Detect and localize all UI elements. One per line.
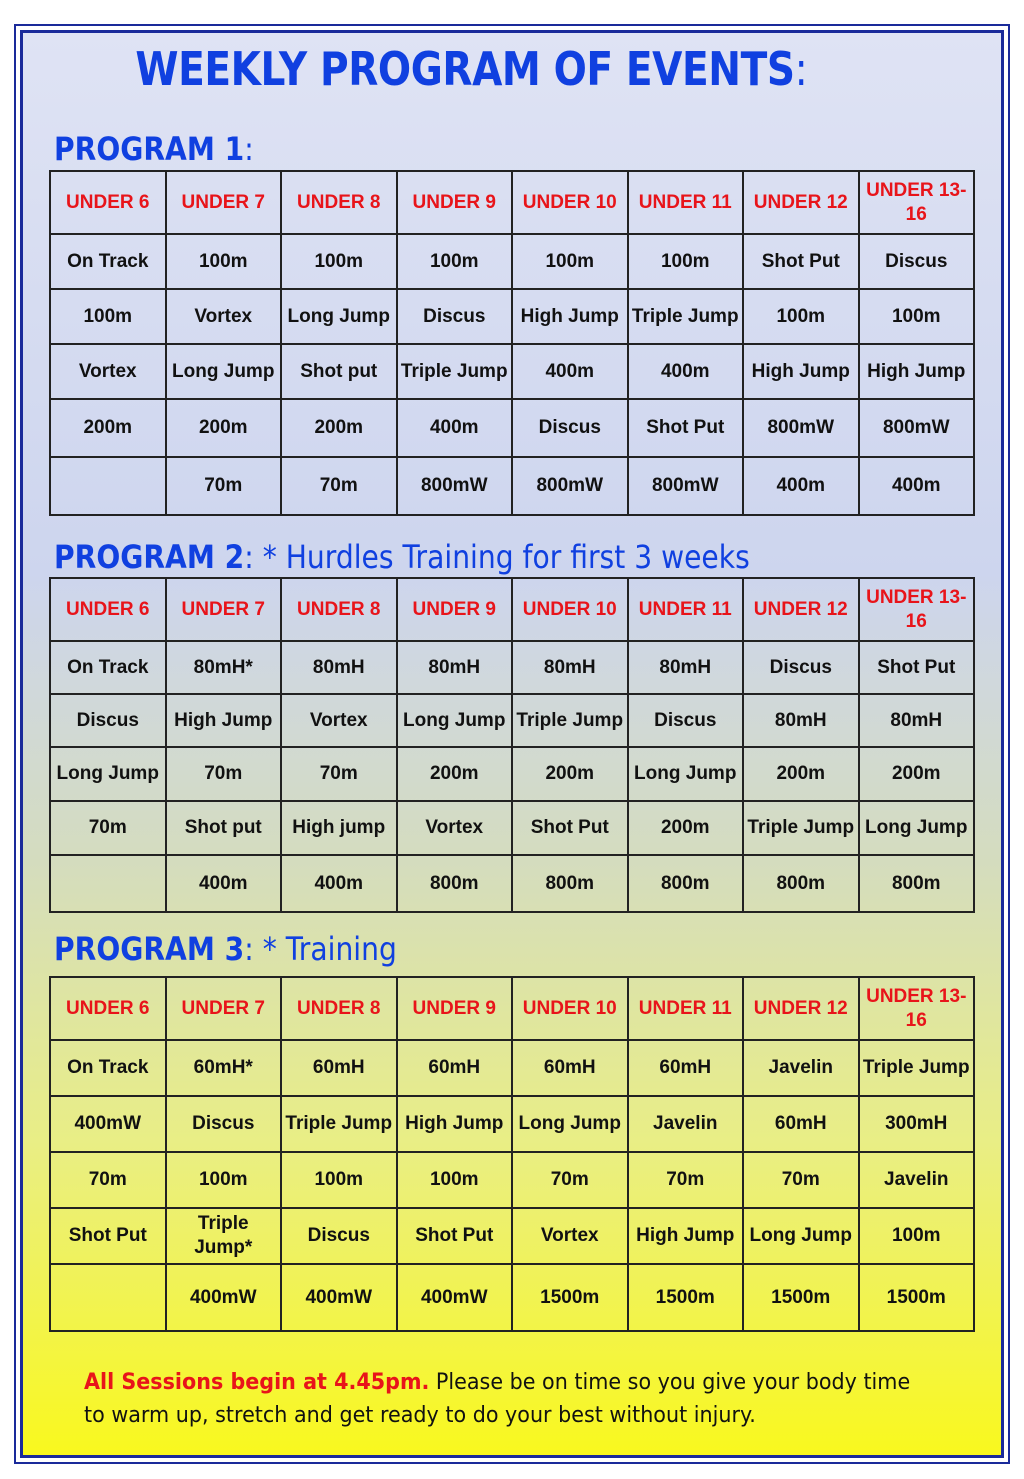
event-cell: 400m [628,344,744,399]
category-header: UNDER 13-16 [859,578,975,641]
event-cell: Discus [628,694,744,747]
event-cell: 100m [859,1208,975,1264]
event-cell: 200m [628,801,744,855]
event-cell: 80mH [743,694,859,747]
event-cell: 800m [512,855,628,912]
event-cell: 400m [859,457,975,515]
table-row [50,747,974,801]
event-cell: 400mW [50,1096,166,1152]
event-cell: Shot Put [50,1208,166,1264]
program-3-note: : * Training [244,930,397,968]
program-3-label: PROGRAM 3 [54,930,245,968]
event-cell: Discus [50,694,166,747]
event-cell: 80mH [859,694,975,747]
event-cell: High Jump [397,1096,513,1152]
event-cell: 400mW [281,1264,397,1331]
event-cell: Long Jump [743,1208,859,1264]
event-cell: 400m [512,344,628,399]
event-cell: 800m [397,855,513,912]
category-header: UNDER 9 [397,977,513,1040]
table-row [50,457,974,515]
category-header: UNDER 11 [628,578,744,641]
event-cell: Javelin [859,1152,975,1208]
footer-note [84,1366,911,1432]
category-header: UNDER 8 [281,578,397,641]
event-cell [50,855,166,912]
event-cell: 200m [859,747,975,801]
category-header: UNDER 6 [50,578,166,641]
event-cell: Long Jump [166,344,282,399]
table-row [50,399,974,457]
category-header: UNDER 13-16 [859,977,975,1040]
event-cell: 100m [281,1152,397,1208]
category-header: UNDER 11 [628,977,744,1040]
event-cell: Long Jump [50,747,166,801]
table-row [50,1208,974,1264]
category-header: UNDER 9 [397,171,513,234]
event-cell: 400m [166,855,282,912]
event-cell: Javelin [628,1096,744,1152]
event-cell: Discus [512,399,628,457]
program-2-label: PROGRAM 2 [54,538,245,576]
table-row [50,1264,974,1331]
event-cell: Shot Put [743,234,859,289]
event-cell: 400mW [397,1264,513,1331]
event-cell: 70m [281,747,397,801]
event-cell: 400m [281,855,397,912]
event-cell: Shot put [166,801,282,855]
event-cell: Triple Jump [281,1096,397,1152]
event-cell: Javelin [743,1040,859,1096]
category-header: UNDER 12 [743,977,859,1040]
event-cell: 100m [859,289,975,344]
event-cell: 800m [628,855,744,912]
event-cell: 100m [50,289,166,344]
event-cell: 800m [859,855,975,912]
category-header: UNDER 6 [50,977,166,1040]
event-cell: 100m [397,1152,513,1208]
program-1-note: : [244,130,254,168]
event-cell: 80mH* [166,641,282,694]
program-3-heading [54,930,397,968]
category-header: UNDER 11 [628,171,744,234]
event-cell: 1500m [859,1264,975,1331]
event-cell: 800mW [628,457,744,515]
event-cell: 70m [512,1152,628,1208]
event-cell: 1500m [628,1264,744,1331]
event-cell: 1500m [743,1264,859,1331]
event-cell: Triple Jump* [166,1208,282,1264]
event-cell: 80mH [281,641,397,694]
program-2-note: : * Hurdles Training for first 3 weeks [244,538,750,576]
program-2-heading [54,538,750,576]
event-cell: High jump [281,801,397,855]
footer-text: Please be on time so you give your body time to warm up, stretch and get ready to do your best without injury. [84,1370,911,1428]
event-cell [50,457,166,515]
event-cell: Shot Put [628,399,744,457]
event-cell: 200m [166,399,282,457]
event-cell: 200m [743,747,859,801]
table-row [50,801,974,855]
event-cell: High Jump [166,694,282,747]
event-cell: Long Jump [859,801,975,855]
event-cell: Vortex [281,694,397,747]
event-cell: Vortex [512,1208,628,1264]
event-cell: 400m [397,399,513,457]
event-cell: Discus [166,1096,282,1152]
event-cell: High Jump [743,344,859,399]
event-cell: 400m [743,457,859,515]
event-cell: 200m [281,399,397,457]
event-cell: 800mW [512,457,628,515]
event-cell: 70m [50,1152,166,1208]
event-cell: Shot Put [859,641,975,694]
table-row [50,641,974,694]
event-cell: On Track [50,234,166,289]
event-cell: Vortex [397,801,513,855]
category-header: UNDER 12 [743,578,859,641]
program-1-label: PROGRAM 1 [54,130,245,168]
program-1-heading [54,130,254,168]
category-header: UNDER 10 [512,578,628,641]
category-header: UNDER 7 [166,977,282,1040]
event-cell: 60mH [397,1040,513,1096]
event-cell: 70m [50,801,166,855]
event-cell: 800mW [743,399,859,457]
event-cell: 100m [397,234,513,289]
event-cell: 80mH [512,641,628,694]
event-cell: Discus [743,641,859,694]
table-header-row [50,977,974,1040]
event-cell: High Jump [859,344,975,399]
event-cell: 80mH [628,641,744,694]
table-header-row [50,578,974,641]
category-header: UNDER 7 [166,171,282,234]
event-cell: 200m [512,747,628,801]
event-cell: 200m [50,399,166,457]
table-header-row [50,171,974,234]
event-cell: 800m [743,855,859,912]
category-header: UNDER 13-16 [859,171,975,234]
event-cell: 60mH [281,1040,397,1096]
event-cell: 70m [628,1152,744,1208]
event-cell: 400mW [166,1264,282,1331]
event-cell: High Jump [628,1208,744,1264]
event-cell: Long Jump [281,289,397,344]
event-cell: Triple Jump [397,344,513,399]
event-cell: 70m [281,457,397,515]
table-row [50,1096,974,1152]
table-row [50,289,974,344]
event-cell: Long Jump [628,747,744,801]
event-cell: Vortex [50,344,166,399]
program-1-table [49,170,975,516]
table-row [50,344,974,399]
table-row [50,234,974,289]
event-cell: 100m [512,234,628,289]
event-cell: 100m [166,1152,282,1208]
event-cell: 100m [166,234,282,289]
event-cell: 100m [281,234,397,289]
category-header: UNDER 6 [50,171,166,234]
event-cell: 70m [743,1152,859,1208]
event-cell: 1500m [512,1264,628,1331]
event-cell: Vortex [166,289,282,344]
event-cell: 80mH [397,641,513,694]
event-cell: Triple Jump [512,694,628,747]
event-cell: 60mH* [166,1040,282,1096]
event-cell: On Track [50,1040,166,1096]
category-header: UNDER 12 [743,171,859,234]
event-cell: 800mW [859,399,975,457]
page-title-text: WEEKLY PROGRAM OF EVENTS [135,42,795,96]
category-header: UNDER 9 [397,578,513,641]
event-cell: 100m [628,234,744,289]
event-cell: 70m [166,747,282,801]
table-row [50,855,974,912]
event-cell: Triple Jump [859,1040,975,1096]
page-title [20,42,923,96]
event-cell: 60mH [743,1096,859,1152]
program-2-table [49,577,975,913]
event-cell: Shot Put [397,1208,513,1264]
event-cell: Triple Jump [743,801,859,855]
event-cell: 300mH [859,1096,975,1152]
event-cell: Discus [859,234,975,289]
event-cell: 70m [166,457,282,515]
page-title-colon: : [794,42,808,96]
event-cell: 60mH [628,1040,744,1096]
event-cell: 200m [397,747,513,801]
event-cell: Discus [397,289,513,344]
event-cell: Long Jump [512,1096,628,1152]
category-header: UNDER 10 [512,171,628,234]
event-cell: Shot put [281,344,397,399]
footer-emphasis: All Sessions begin at 4.45pm. [84,1370,430,1395]
event-cell: Discus [281,1208,397,1264]
event-cell: High Jump [512,289,628,344]
event-cell: 100m [743,289,859,344]
event-cell: On Track [50,641,166,694]
event-cell: Shot Put [512,801,628,855]
table-row [50,694,974,747]
category-header: UNDER 7 [166,578,282,641]
category-header: UNDER 8 [281,171,397,234]
event-cell [50,1264,166,1331]
event-cell: 800mW [397,457,513,515]
event-cell: 60mH [512,1040,628,1096]
table-row [50,1040,974,1096]
category-header: UNDER 10 [512,977,628,1040]
program-3-table [49,976,975,1332]
event-cell: Triple Jump [628,289,744,344]
category-header: UNDER 8 [281,977,397,1040]
event-cell: Long Jump [397,694,513,747]
table-row [50,1152,974,1208]
